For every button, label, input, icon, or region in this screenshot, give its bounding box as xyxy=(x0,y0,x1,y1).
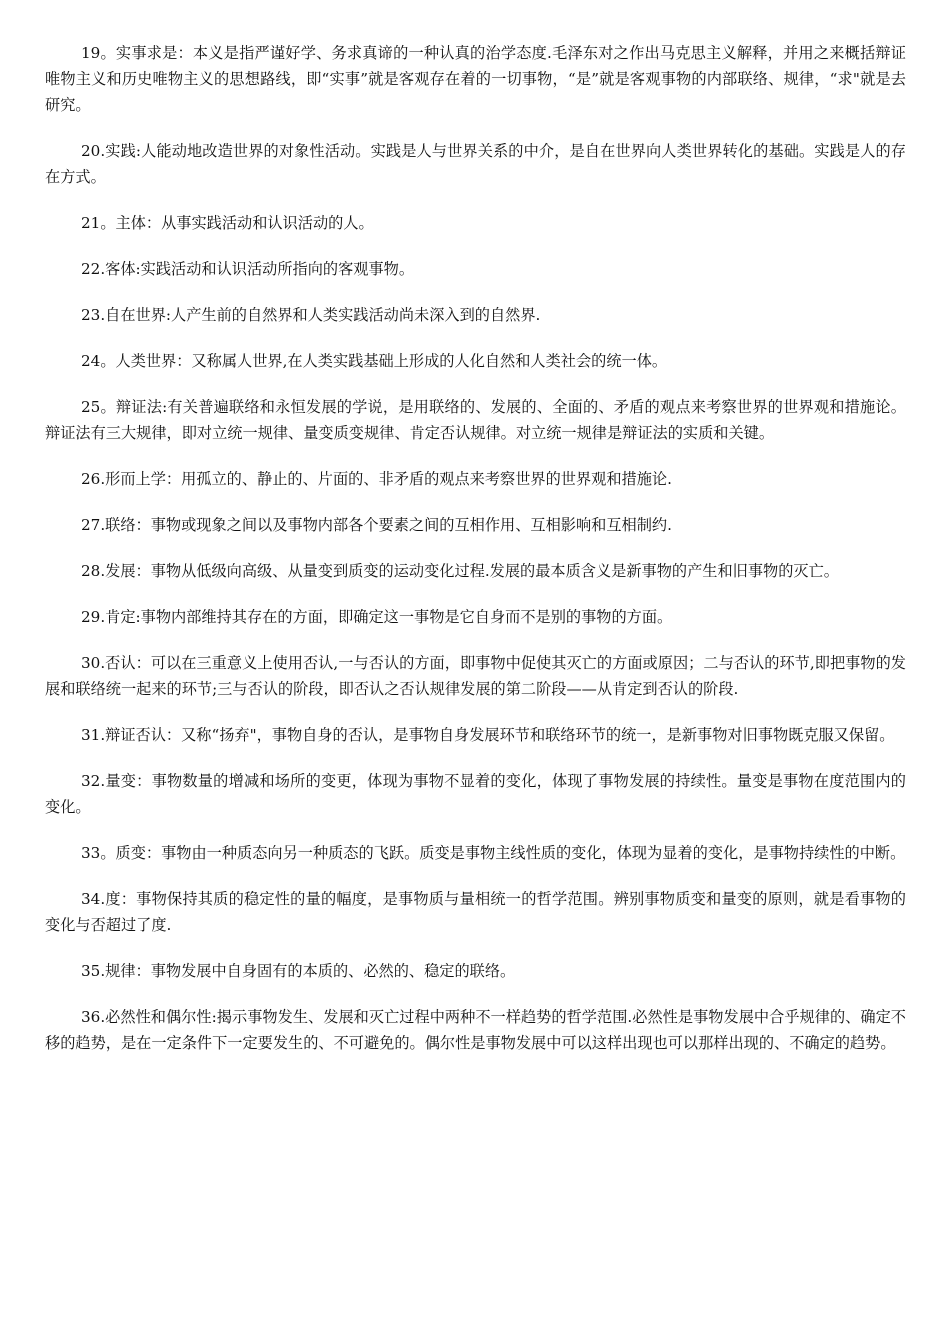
term-25: 25。辩证法:有关普遍联络和永恒发展的学说，是用联络的、发展的、全面的、矛盾的观点来考察世界的世界观和措施论。辩证法有三大规律，即对立统一规律、量变质变规律、肯定否认规律。对立统一规律是辩证法的实质和关键。 xyxy=(45,398,906,442)
term-26: 26.形而上学：用孤立的、静止的、片面的、非矛盾的观点来考察世界的世界观和措施论. xyxy=(81,470,672,488)
term-30: 30.否认：可以在三重意义上使用否认,一与否认的方面，即事物中促使其灭亡的方面或原因；二与否认的环节,即把事物的发展和联络统一起来的环节;三与否认的阶段，即否认之否认规律发展的第二阶段——从肯定到否认的阶段. xyxy=(45,654,906,698)
term-33: 33。质变：事物由一种质态向另一种质态的飞跃。质变是事物主线性质的变化，体现为显着的变化，是事物持续性的中断。 xyxy=(81,844,906,862)
term-19: 19。实事求是：本义是指严谨好学、务求真谛的一种认真的治学态度.毛泽东对之作出马克思主义解释，并用之来概括辩证唯物主义和历史唯物主义的思想路线，即“实事”就是客观存在着的一切事物，“是”就是客观事物的内部联络、规律，“求"就是去研究。 xyxy=(45,44,906,114)
term-20: 20.实践:人能动地改造世界的对象性活动。实践是人与世界关系的中介，是自在世界向人类世界转化的基础。实践是人的存在方式。 xyxy=(45,142,906,186)
term-28: 28.发展：事物从低级向高级、从量变到质变的运动变化过程.发展的最本质含义是新事物的产生和旧事物的灭亡。 xyxy=(81,562,839,580)
term-36: 36.必然性和偶尔性:揭示事物发生、发展和灭亡过程中两种不一样趋势的哲学范围.必然性是事物发展中合乎规律的、确定不移的趋势，是在一定条件下一定要发生的、不可避免的。偶尔性是事物发展中可以这样出现也可以那样出现的、不确定的趋势。 xyxy=(45,1008,906,1052)
term-32: 32.量变：事物数量的增减和场所的变更，体现为事物不显着的变化，体现了事物发展的持续性。量变是事物在度范围内的变化。 xyxy=(45,772,906,816)
term-31: 31.辩证否认：又称“扬弃"，事物自身的否认，是事物自身发展环节和联络环节的统一，是新事物对旧事物既克服又保留。 xyxy=(81,726,895,744)
term-29: 29.肯定:事物内部维持其存在的方面，即确定这一事物是它自身而不是别的事物的方面。 xyxy=(81,608,673,626)
term-23: 23.自在世界:人产生前的自然界和人类实践活动尚未深入到的自然界. xyxy=(81,306,541,324)
term-21: 21。主体：从事实践活动和认识活动的人。 xyxy=(81,214,374,232)
term-24: 24。人类世界：又称属人世界,在人类实践基础上形成的人化自然和人类社会的统一体。 xyxy=(81,352,668,370)
term-27: 27.联络：事物或现象之间以及事物内部各个要素之间的互相作用、互相影响和互相制约. xyxy=(81,516,672,534)
term-34: 34.度：事物保持其质的稳定性的量的幅度，是事物质与量相统一的哲学范围。辨别事物质变和量变的原则，就是看事物的变化与否超过了度. xyxy=(45,890,906,934)
term-35: 35.规律：事物发展中自身固有的本质的、必然的、稳定的联络。 xyxy=(81,962,516,980)
term-22: 22.客体:实践活动和认识活动所指向的客观事物。 xyxy=(81,260,415,278)
